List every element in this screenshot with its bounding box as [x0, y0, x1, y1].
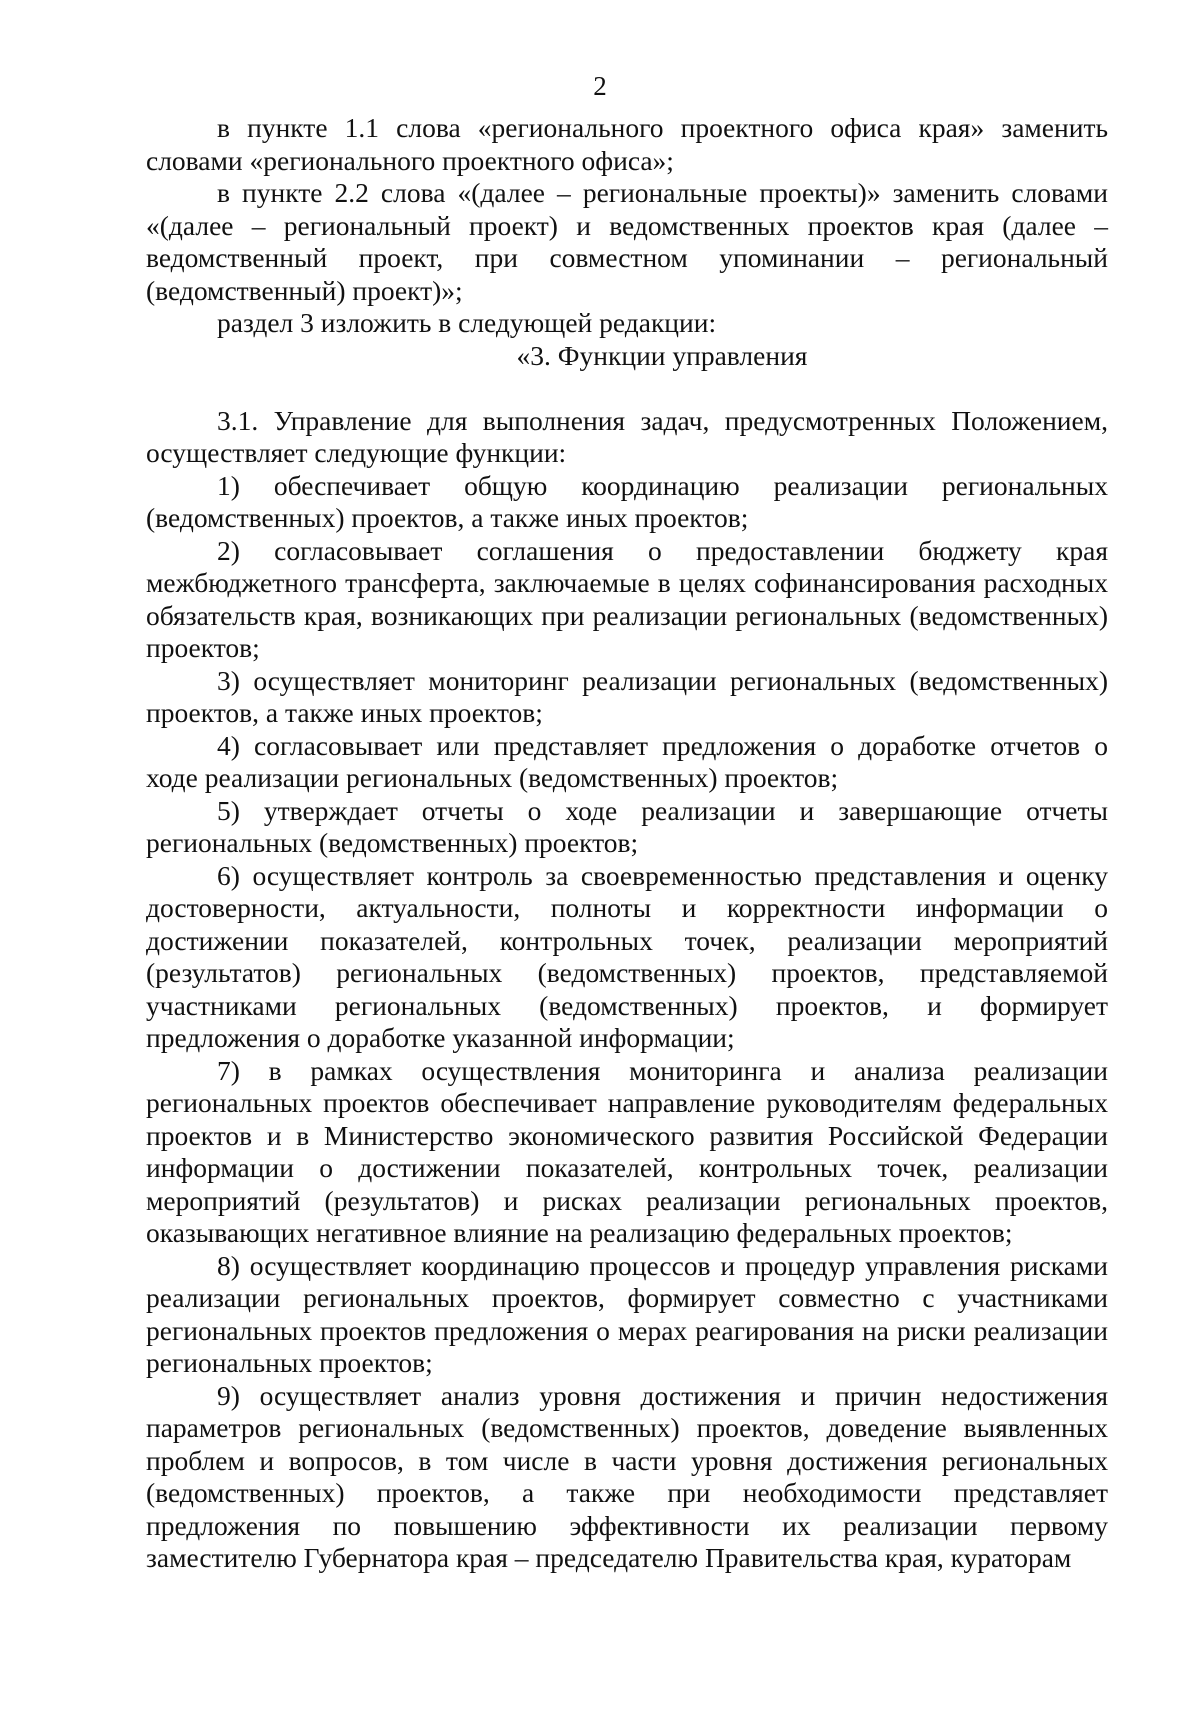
page-number: 2: [593, 71, 607, 101]
list-item: 1) обеспечивает общую координацию реализации региональных (ведомственных) проектов, а также иных проектов;: [146, 469, 1108, 533]
list-item: 9) осуществляет анализ уровня достижения и причин недостижения параметров региональных (ведомственных) проектов, доведение выявленных проблем и вопросов, в том числе в части уровня достижения региональных (ведомственных) проектов, а также при необходимости представляет предложения по повышению эффективности их реализации первому заместителю Губернатора края – председателю Правительства края, кураторам: [146, 1379, 1108, 1573]
list-item: 8) осуществляет координацию процессов и процедур управления рисками реализации региональных проектов, формирует совместно с участниками региональных проектов предложения о мерах реагирования на риски реализации региональных проектов;: [146, 1249, 1108, 1378]
section-heading: «3. Функции управления: [516, 339, 808, 371]
paragraph: в пункте 2.2 слова «(далее – региональные проекты)» заменить словами «(далее – региональный проект) и ведомственных проектов края (далее – ведомственный проект, при совместном упоминании – региональный (ведомственный) проект)»;: [146, 177, 1108, 306]
list-item: 7) в рамках осуществления мониторинга и анализа реализации региональных проектов обеспечивает направление руководителям федеральных проектов и в Министерство экономического развития Российской Федерации информации о достижении показателей, контрольных точек, реализации мероприятий (результатов) и рисках реализации региональных проектов, оказывающих негативное влияние на реализацию федеральных проектов;: [146, 1054, 1108, 1248]
list-item: 2) согласовывает соглашения о предоставлении бюджету края межбюджетного трансферта, заключаемые в целях софинансирования расходных обязательств края, возникающих при реализации региональных (ведомственных) проектов;: [146, 534, 1108, 663]
list-item: 5) утверждает отчеты о ходе реализации и завершающие отчеты региональных (ведомственных) проектов;: [146, 794, 1108, 858]
list-item: 3) осуществляет мониторинг реализации региональных (ведомственных) проектов, а также иных проектов;: [146, 664, 1108, 728]
paragraph: в пункте 1.1 слова «регионального проектного офиса края» заменить словами «регионального проектного офиса»;: [146, 112, 1108, 176]
section-intro: 3.1. Управление для выполнения задач, предусмотренных Положением, осуществляет следующие функции:: [146, 404, 1108, 468]
paragraph: раздел 3 изложить в следующей редакции:: [217, 307, 717, 338]
document-body: [146, 112, 1108, 1575]
list-item: 6) осуществляет контроль за своевременностью представления и оценку достоверности, актуальности, полноты и корректности информации о достижении показателей, контрольных точек, реализации мероприятий (результатов) региональных (ведомственных) проектов, представляемой участниками региональных (ведомственных) проектов, и формирует предложения о доработке указанной информации;: [146, 859, 1108, 1053]
list-item: 4) согласовывает или представляет предложения о доработке отчетов о ходе реализации региональных (ведомственных) проектов;: [146, 729, 1108, 793]
